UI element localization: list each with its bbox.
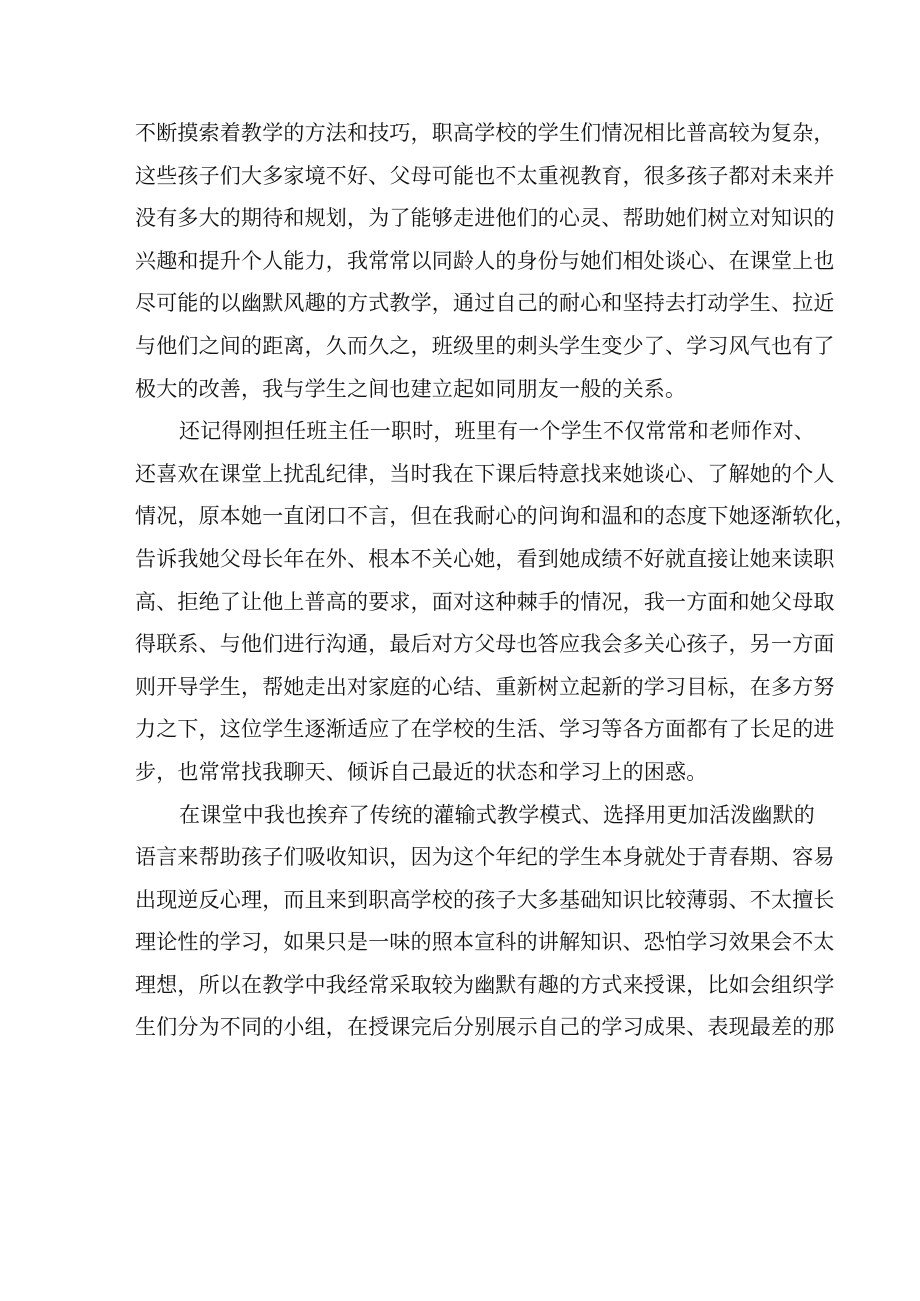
paragraph-1-line: 不断摸索着教学的方法和技巧，职高学校的学生们情况相比普高较为复杂， [135,121,835,145]
paragraph-2-line: 得联系、与他们进行沟通，最后对方父母也答应我会多关心孩子，另一方面 [135,632,835,657]
paragraph-3-line: 生们分为不同的小组，在授课完后分别展示自己的学习成果、表现最差的那 [135,1015,835,1040]
paragraph-2-line: 还记得刚担任班主任一职时，班里有一个学生不仅常常和老师作对、 [179,419,815,444]
paragraph-1-line: 兴趣和提升个人能力，我常常以同龄人的身份与她们相处谈心、在课堂上也 [135,248,835,273]
paragraph-2-line: 情况，原本她一直闭口不言，但在我耐心的问询和温和的态度下她逐渐软化， [135,504,856,529]
paragraph-3-line: 理论性的学习，如果只是一味的照本宣科的讲解知识、恐怕学习效果会不太 [135,930,835,955]
paragraph-2-line: 还喜欢在课堂上扰乱纪律，当时我在下课后特意找来她谈心、了解她的个人 [135,461,835,486]
paragraph-2-line: 则开导学生，帮她走出对家庭的心结、重新树立起新的学习目标，在多方努 [135,674,835,699]
paragraph-1-line: 这些孩子们大多家境不好、父母可能也不太重视教育，很多孩子都对未来并 [135,163,835,188]
body-text [135,112,856,1049]
paragraph-3-line: 理想，所以在教学中我经常采取较为幽默有趣的方式来授课，比如会组织学 [135,972,835,997]
paragraph-1-line: 极大的改善，我与学生之间也建立起如同朋友一般的关系。 [135,376,687,401]
paragraph-3-line: 出现逆反心理，而且来到职高学校的孩子大多基础知识比较薄弱、不太擅长 [135,887,835,912]
paragraph-3-line: 在课堂中我也挨弃了传统的灌输式教学模式、选择用更加活泼幽默的 [179,802,815,827]
paragraph-2-line: 高、拒绝了让他上普高的要求，面对这种棘手的情况，我一方面和她父母取 [135,589,835,614]
paragraph-1-line: 没有多大的期待和规划，为了能够走进他们的心灵、帮助她们树立对知识的 [135,206,835,231]
paragraph-2-line: 步，也常常找我聊天、倾诉自己最近的状态和学习上的困惑。 [135,759,708,784]
paragraph-2-line: 力之下，这位学生逐渐适应了在学校的生活、学习等各方面都有了长足的进 [135,717,835,742]
paragraph-1-line: 尽可能的以幽默风趣的方式教学，通过自己的耐心和坚持去打动学生、拉近 [135,291,835,316]
paragraph-1-line: 与他们之间的距离，久而久之，班级里的刺头学生变少了、学习风气也有了 [135,333,835,358]
paragraph-3-line: 语言来帮助孩子们吸收知识，因为这个年纪的学生本身就处于青春期、容易 [135,845,835,870]
paragraph-2-line: 告诉我她父母长年在外、根本不关心她，看到她成绩不好就直接让她来读职 [135,546,835,571]
